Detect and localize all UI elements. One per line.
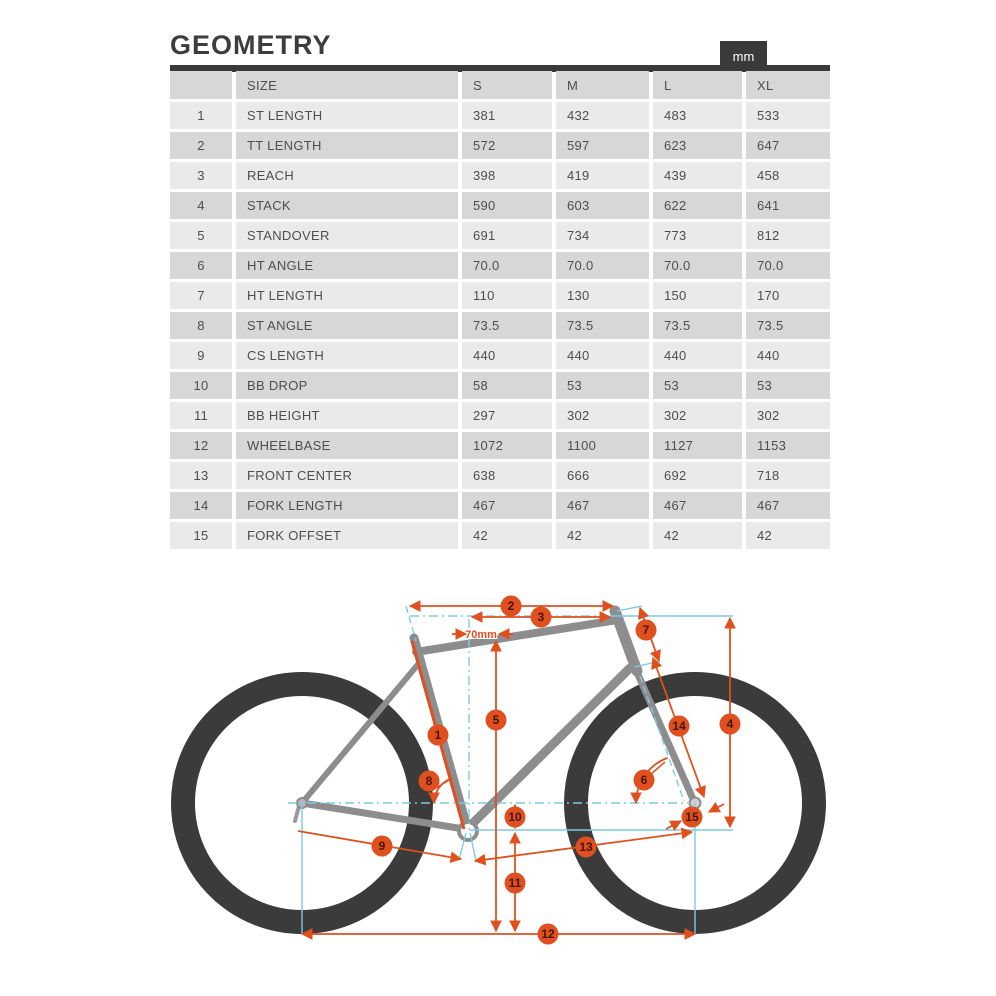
callout-number: 3: [537, 610, 545, 625]
callout-number: 10: [508, 810, 522, 825]
dim-fork-offset-right: [709, 804, 724, 812]
row-value: 483: [653, 102, 742, 129]
row-value: 1100: [556, 432, 649, 459]
row-value: 73.5: [746, 312, 830, 339]
row-label: HT ANGLE: [236, 252, 458, 279]
row-label: ST LENGTH: [236, 102, 458, 129]
row-value: 42: [653, 522, 742, 549]
row-value: 150: [653, 282, 742, 309]
derailleur-hanger: [295, 806, 299, 821]
header-cell-m: M: [556, 71, 649, 99]
row-value: 623: [653, 132, 742, 159]
row-value: 458: [746, 162, 830, 189]
row-number: 13: [170, 462, 232, 489]
callout-number: 13: [579, 840, 593, 855]
callout-number: 6: [640, 773, 648, 788]
row-value: 70.0: [653, 252, 742, 279]
row-number: 3: [170, 162, 232, 189]
row-value: 533: [746, 102, 830, 129]
row-label: CS LENGTH: [236, 342, 458, 369]
row-value: 666: [556, 462, 649, 489]
row-value: 812: [746, 222, 830, 249]
row-value: 734: [556, 222, 649, 249]
row-label: ST ANGLE: [236, 312, 458, 339]
row-value: 647: [746, 132, 830, 159]
annotation-70mm: 70mm: [465, 629, 497, 641]
row-number: 10: [170, 372, 232, 399]
callout-number: 1: [434, 728, 442, 743]
row-value: 440: [746, 342, 830, 369]
row-value: 110: [462, 282, 552, 309]
header-cell-xl: XL: [746, 71, 830, 99]
row-value: 467: [746, 492, 830, 519]
row-value: 773: [653, 222, 742, 249]
row-number: 15: [170, 522, 232, 549]
row-value: 439: [653, 162, 742, 189]
callout-number: 8: [425, 774, 433, 789]
header-cell-blank: [170, 71, 232, 99]
row-value: 70.0: [556, 252, 649, 279]
row-label: REACH: [236, 162, 458, 189]
row-value: 603: [556, 192, 649, 219]
row-number: 6: [170, 252, 232, 279]
row-number: 14: [170, 492, 232, 519]
callout-number: 9: [378, 839, 386, 854]
top-tube: [416, 620, 617, 652]
row-label: WHEELBASE: [236, 432, 458, 459]
row-number: 12: [170, 432, 232, 459]
row-label: BB HEIGHT: [236, 402, 458, 429]
row-value: 440: [556, 342, 649, 369]
header-cell-l: L: [653, 71, 742, 99]
row-value: 302: [556, 402, 649, 429]
row-value: 53: [746, 372, 830, 399]
row-number: 4: [170, 192, 232, 219]
row-value: 597: [556, 132, 649, 159]
row-number: 1: [170, 102, 232, 129]
row-value: 70.0: [746, 252, 830, 279]
row-number: 2: [170, 132, 232, 159]
row-label: FORK LENGTH: [236, 492, 458, 519]
callout-number: 11: [508, 876, 522, 891]
row-value: 691: [462, 222, 552, 249]
geometry-table: [170, 71, 830, 549]
row-value: 440: [653, 342, 742, 369]
row-value: 58: [462, 372, 552, 399]
callout-number: 14: [672, 719, 686, 734]
dim-fork-offset-left: [666, 821, 681, 829]
row-value: 53: [556, 372, 649, 399]
row-label: STANDOVER: [236, 222, 458, 249]
row-number: 7: [170, 282, 232, 309]
row-value: 381: [462, 102, 552, 129]
row-value: 432: [556, 102, 649, 129]
unit-badge: mm: [720, 41, 767, 72]
row-value: 440: [462, 342, 552, 369]
row-value: 622: [653, 192, 742, 219]
row-value: 641: [746, 192, 830, 219]
row-value: 73.5: [556, 312, 649, 339]
row-value: 1072: [462, 432, 552, 459]
row-value: 590: [462, 192, 552, 219]
row-number: 8: [170, 312, 232, 339]
row-number: 11: [170, 402, 232, 429]
callout-number: 4: [726, 717, 734, 732]
row-value: 638: [462, 462, 552, 489]
row-value: 302: [746, 402, 830, 429]
header-cell-s: S: [462, 71, 552, 99]
row-value: 398: [462, 162, 552, 189]
chainstay-tube: [302, 803, 464, 829]
row-value: 42: [462, 522, 552, 549]
row-label: TT LENGTH: [236, 132, 458, 159]
row-value: 42: [746, 522, 830, 549]
callout-number: 15: [685, 810, 699, 825]
row-value: 70.0: [462, 252, 552, 279]
row-value: 419: [556, 162, 649, 189]
page-title: GEOMETRY: [170, 30, 332, 60]
callout-number: 2: [507, 599, 515, 614]
row-value: 42: [556, 522, 649, 549]
header-cell-size: SIZE: [236, 71, 458, 99]
callout-number: 12: [541, 927, 555, 942]
row-value: 1127: [653, 432, 742, 459]
row-value: 73.5: [462, 312, 552, 339]
row-number: 5: [170, 222, 232, 249]
row-number: 9: [170, 342, 232, 369]
row-value: 170: [746, 282, 830, 309]
row-value: 73.5: [653, 312, 742, 339]
down-tube: [467, 668, 630, 829]
row-value: 692: [653, 462, 742, 489]
row-value: 297: [462, 402, 552, 429]
row-value: 718: [746, 462, 830, 489]
row-label: STACK: [236, 192, 458, 219]
row-value: 130: [556, 282, 649, 309]
head-tube: [615, 611, 637, 671]
row-value: 467: [556, 492, 649, 519]
row-label: BB DROP: [236, 372, 458, 399]
row-label: FORK OFFSET: [236, 522, 458, 549]
leader-6: [651, 762, 665, 774]
row-value: 467: [462, 492, 552, 519]
callout-number: 7: [642, 623, 650, 638]
head-top-tick: [617, 606, 642, 611]
row-value: 53: [653, 372, 742, 399]
row-value: 572: [462, 132, 552, 159]
row-value: 1153: [746, 432, 830, 459]
row-label: FRONT CENTER: [236, 462, 458, 489]
row-value: 467: [653, 492, 742, 519]
bike-geometry-diagram: [0, 560, 996, 996]
row-value: 302: [653, 402, 742, 429]
callout-number: 5: [492, 713, 500, 728]
row-label: HT LENGTH: [236, 282, 458, 309]
